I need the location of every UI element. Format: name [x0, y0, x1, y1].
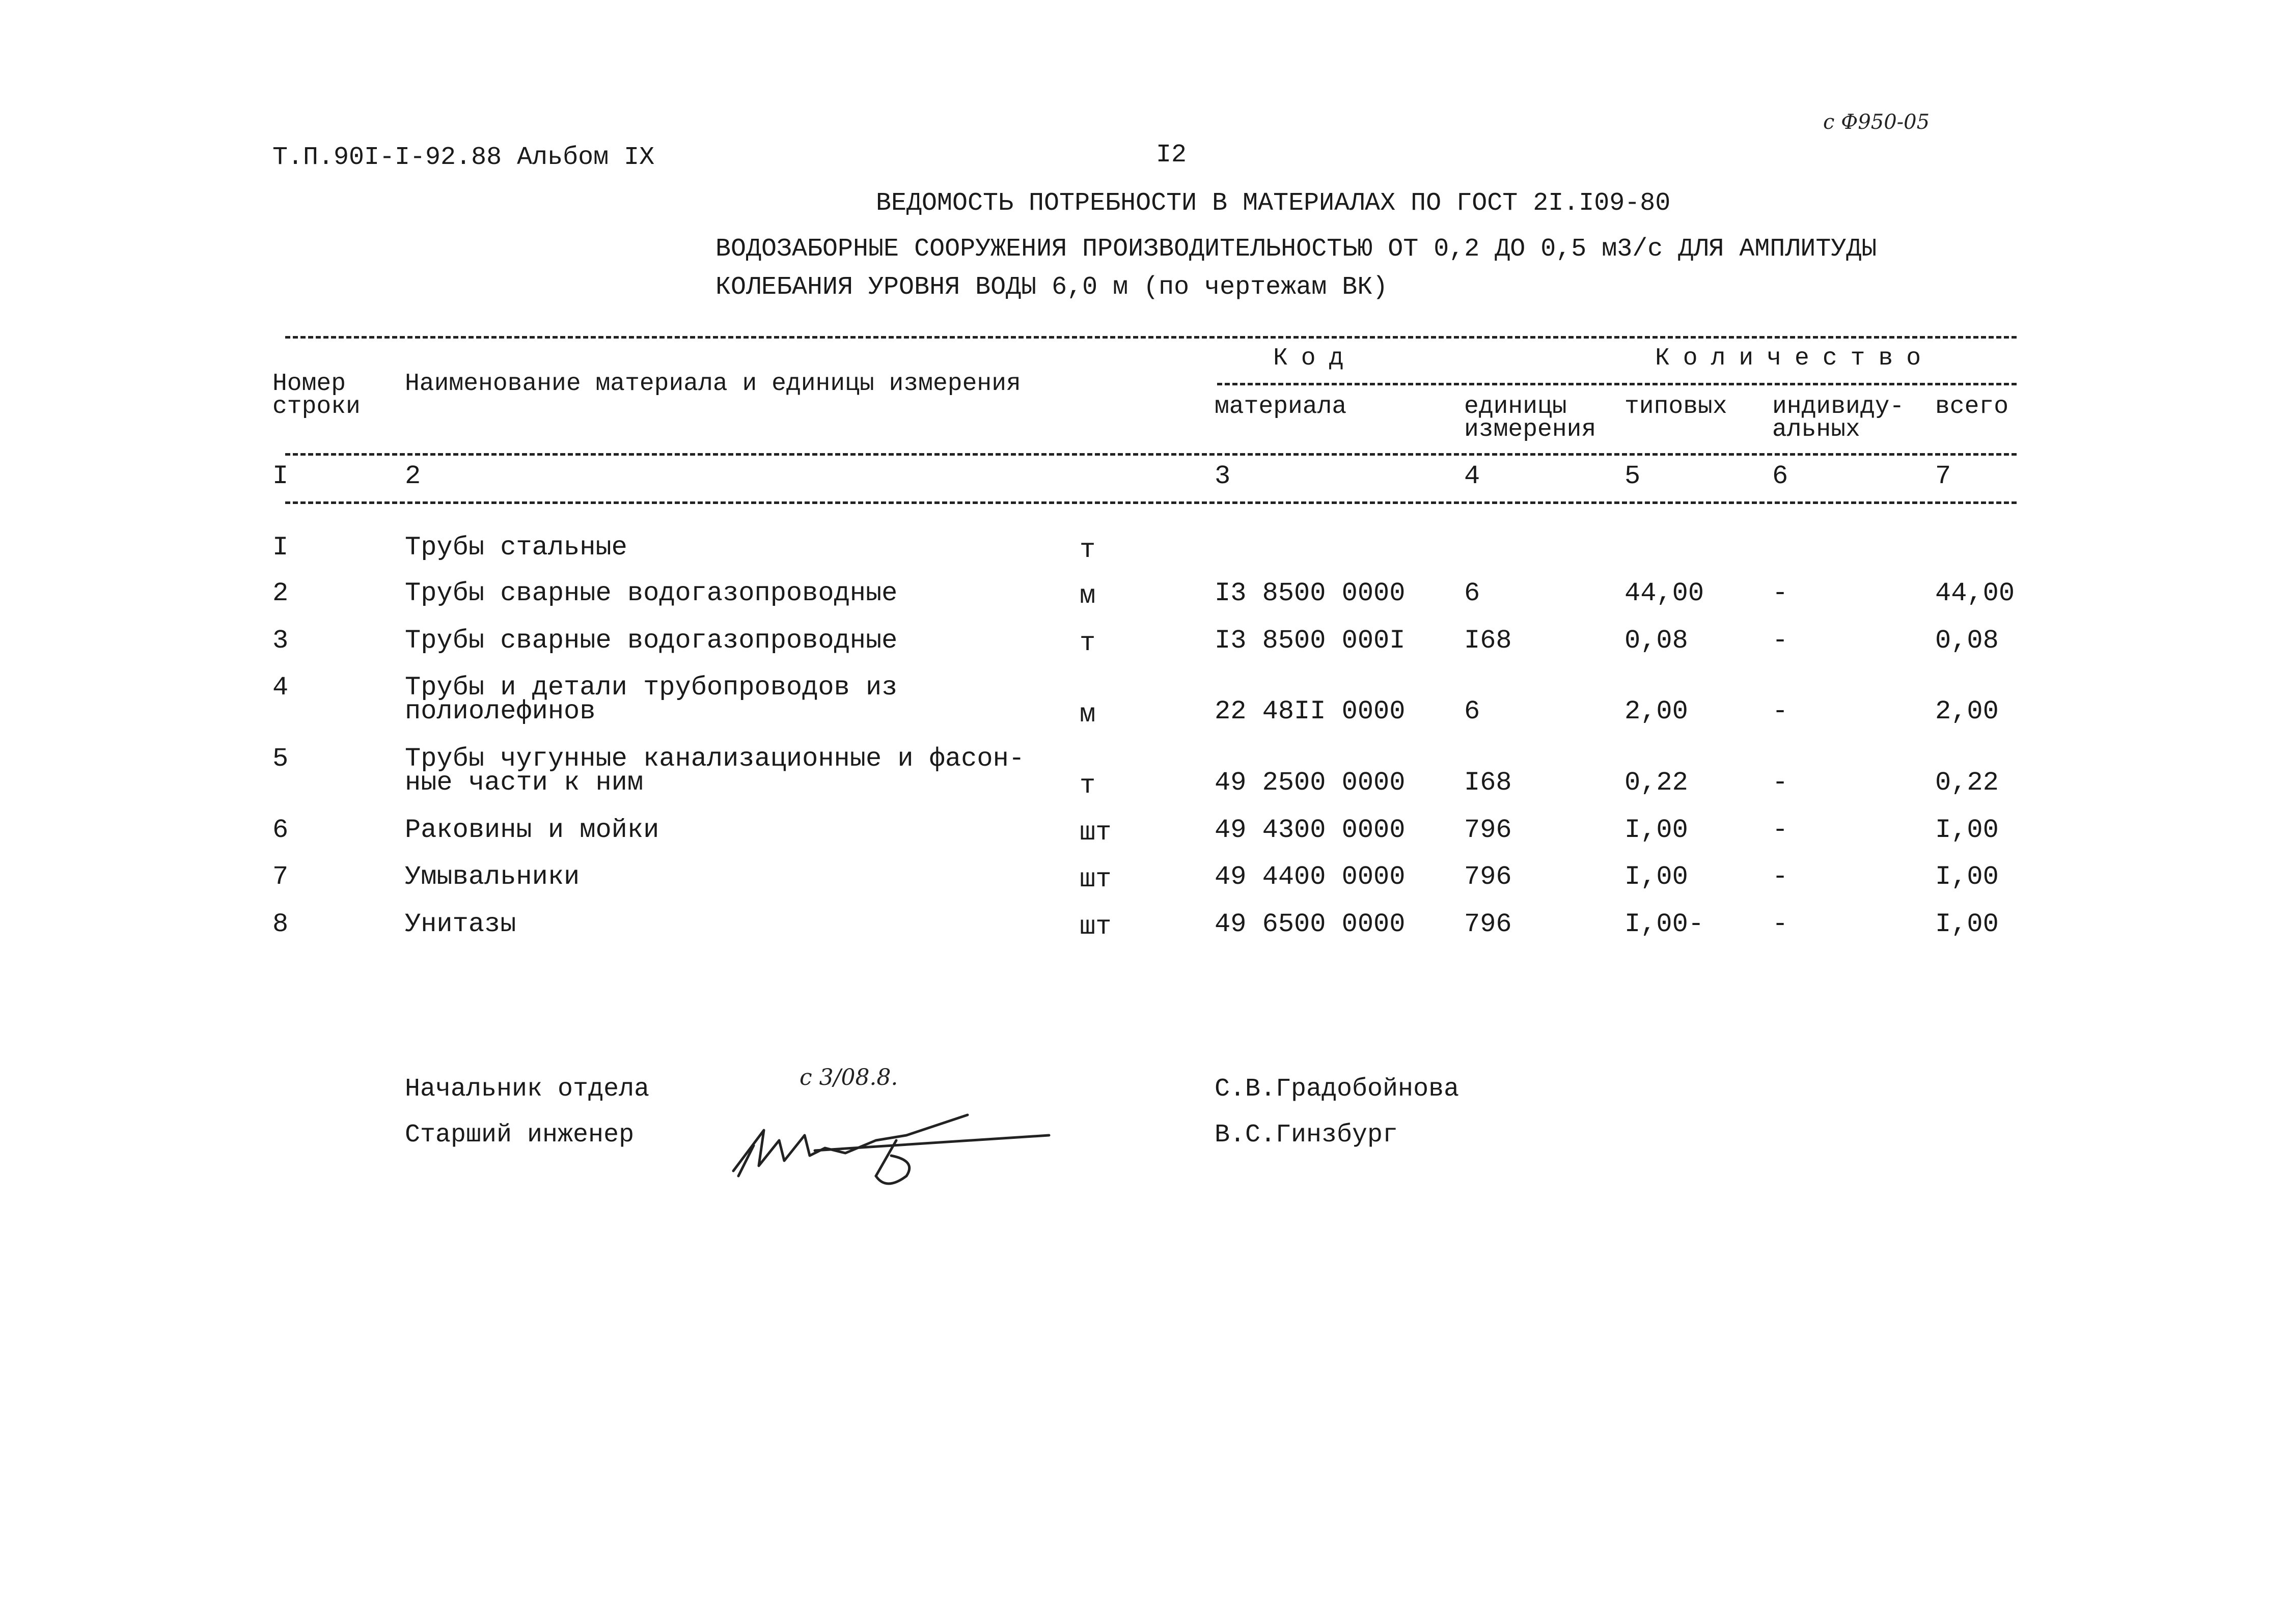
row-5-unit: т: [1080, 771, 1096, 801]
table-top-rule: [285, 336, 2017, 339]
row-8-unit: шт: [1080, 912, 1112, 942]
row-5-individual: -: [1772, 768, 1788, 798]
row-1-number: I: [272, 533, 289, 563]
row-5-typical: 0,22: [1624, 768, 1688, 798]
column-index-1: I: [272, 461, 289, 491]
row-2-total: 44,00: [1935, 578, 2015, 608]
row-3-material-code: I3 8500 000I: [1215, 626, 1406, 656]
row-4-individual: -: [1772, 696, 1788, 726]
row-6-name: Раковины и мойки: [405, 815, 659, 845]
row-7-individual: -: [1772, 862, 1788, 892]
senior-engineer-signature: [723, 1105, 1059, 1196]
row-4-typical: 2,00: [1624, 696, 1688, 726]
row-6-number: 6: [272, 815, 289, 845]
header-number-line2: строки: [272, 393, 361, 421]
row-6-total: I,00: [1935, 815, 1999, 845]
row-6-unit-code: 796: [1464, 815, 1512, 845]
senior-engineer-title: Старший инженер: [405, 1121, 635, 1150]
column-index-7: 7: [1935, 461, 1951, 491]
row-7-unit: шт: [1080, 864, 1112, 894]
row-8-individual: -: [1772, 909, 1788, 939]
column-index-3: 3: [1215, 461, 1231, 491]
document-title: ВЕДОМОСТЬ ПОТРЕБНОСТИ В МАТЕРИАЛАХ ПО ГОСТ 2I.I09-80: [876, 189, 1671, 218]
row-5-material-code: 49 2500 0000: [1215, 768, 1406, 798]
header-unit-code-line2: измерения: [1464, 416, 1596, 443]
head-of-department-name: С.В.Градобойнова: [1215, 1075, 1459, 1104]
row-3-unit: т: [1080, 628, 1096, 658]
row-4-unit: м: [1080, 699, 1096, 730]
row-1-name: Трубы стальные: [405, 533, 627, 563]
head-of-department-mark: с 3/08.8.: [800, 1065, 898, 1090]
header-unit-code-line1: единицы: [1464, 393, 1567, 421]
row-6-unit: шт: [1080, 818, 1112, 848]
head-of-department-title: Начальник отдела: [405, 1075, 650, 1104]
row-4-unit-code: 6: [1464, 696, 1480, 726]
row-2-name: Трубы сварные водогазопроводные: [405, 578, 898, 608]
row-3-total: 0,08: [1935, 626, 1999, 656]
header-material-code: материала: [1215, 393, 1347, 421]
row-3-name: Трубы сварные водогазопроводные: [405, 626, 898, 656]
corner-stamp: с Ф950-05: [1823, 110, 1930, 134]
header-individual-line1: индивиду-: [1772, 393, 1905, 421]
row-8-name: Унитазы: [405, 909, 516, 939]
row-8-total: I,00: [1935, 909, 1999, 939]
header-group-code: Код: [1273, 345, 1357, 372]
row-4-name-line1: Трубы и детали трубопроводов из: [405, 673, 898, 703]
row-7-material-code: 49 4400 0000: [1215, 862, 1406, 892]
row-7-name: Умывальники: [405, 862, 580, 892]
row-1-unit: т: [1080, 535, 1096, 565]
header-name: Наименование материала и единицы измерения: [405, 370, 1021, 398]
row-5-name-line2: ные части к ним: [405, 768, 644, 798]
column-index-2: 2: [405, 461, 421, 491]
row-3-number: 3: [272, 626, 289, 656]
row-5-number: 5: [272, 744, 289, 774]
header-number-line1: Номер: [272, 370, 346, 398]
row-8-material-code: 49 6500 0000: [1215, 909, 1406, 939]
row-7-number: 7: [272, 862, 289, 892]
row-4-material-code: 22 48II 0000: [1215, 696, 1406, 726]
row-5-unit-code: I68: [1464, 768, 1512, 798]
row-5-total: 0,22: [1935, 768, 1999, 798]
row-2-unit: м: [1080, 581, 1096, 611]
row-5-name-line1: Трубы чугунные канализационные и фасон-: [405, 744, 1025, 774]
header-typical: типовых: [1624, 393, 1727, 421]
column-index-5: 5: [1624, 461, 1641, 491]
row-6-typical: I,00: [1624, 815, 1688, 845]
header-individual-line2: альных: [1772, 416, 1860, 443]
header-bottom-rule: [285, 453, 2017, 456]
document-subtitle-line2: КОЛЕБАНИЯ УРОВНЯ ВОДЫ 6,0 м (по чертежам ВК): [715, 273, 1388, 302]
row-6-material-code: 49 4300 0000: [1215, 815, 1406, 845]
row-3-unit-code: I68: [1464, 626, 1512, 656]
row-6-individual: -: [1772, 815, 1788, 845]
document-subtitle-line1: ВОДОЗАБОРНЫЕ СООРУЖЕНИЯ ПРОИЗВОДИТЕЛЬНОСТЬЮ ОТ 0,2 ДО 0,5 м3/с ДЛЯ АМПЛИТУДЫ: [715, 235, 1877, 264]
column-index-4: 4: [1464, 461, 1480, 491]
header-group-quantity: Количество: [1655, 345, 1935, 372]
row-8-unit-code: 796: [1464, 909, 1512, 939]
row-2-unit-code: 6: [1464, 578, 1480, 608]
page-number: I2: [1156, 141, 1187, 170]
header-total: всего: [1935, 393, 2009, 421]
row-8-typical: I,00-: [1624, 909, 1704, 939]
row-4-number: 4: [272, 673, 289, 703]
row-7-total: I,00: [1935, 862, 1999, 892]
row-4-total: 2,00: [1935, 696, 1999, 726]
document-code: Т.П.90I-I-92.88 Альбом IX: [272, 143, 655, 172]
row-3-individual: -: [1772, 626, 1788, 656]
row-7-unit-code: 796: [1464, 862, 1512, 892]
row-2-individual: -: [1772, 578, 1788, 608]
header-group-rule: [1217, 383, 2017, 385]
index-row-rule: [285, 501, 2017, 504]
row-2-number: 2: [272, 578, 289, 608]
row-7-typical: I,00: [1624, 862, 1688, 892]
column-index-6: 6: [1772, 461, 1788, 491]
row-2-typical: 44,00: [1624, 578, 1704, 608]
row-8-number: 8: [272, 909, 289, 939]
row-3-typical: 0,08: [1624, 626, 1688, 656]
row-2-material-code: I3 8500 0000: [1215, 578, 1406, 608]
senior-engineer-name: В.С.Гинзбург: [1215, 1121, 1398, 1150]
row-4-name-line2: полиолефинов: [405, 696, 596, 726]
